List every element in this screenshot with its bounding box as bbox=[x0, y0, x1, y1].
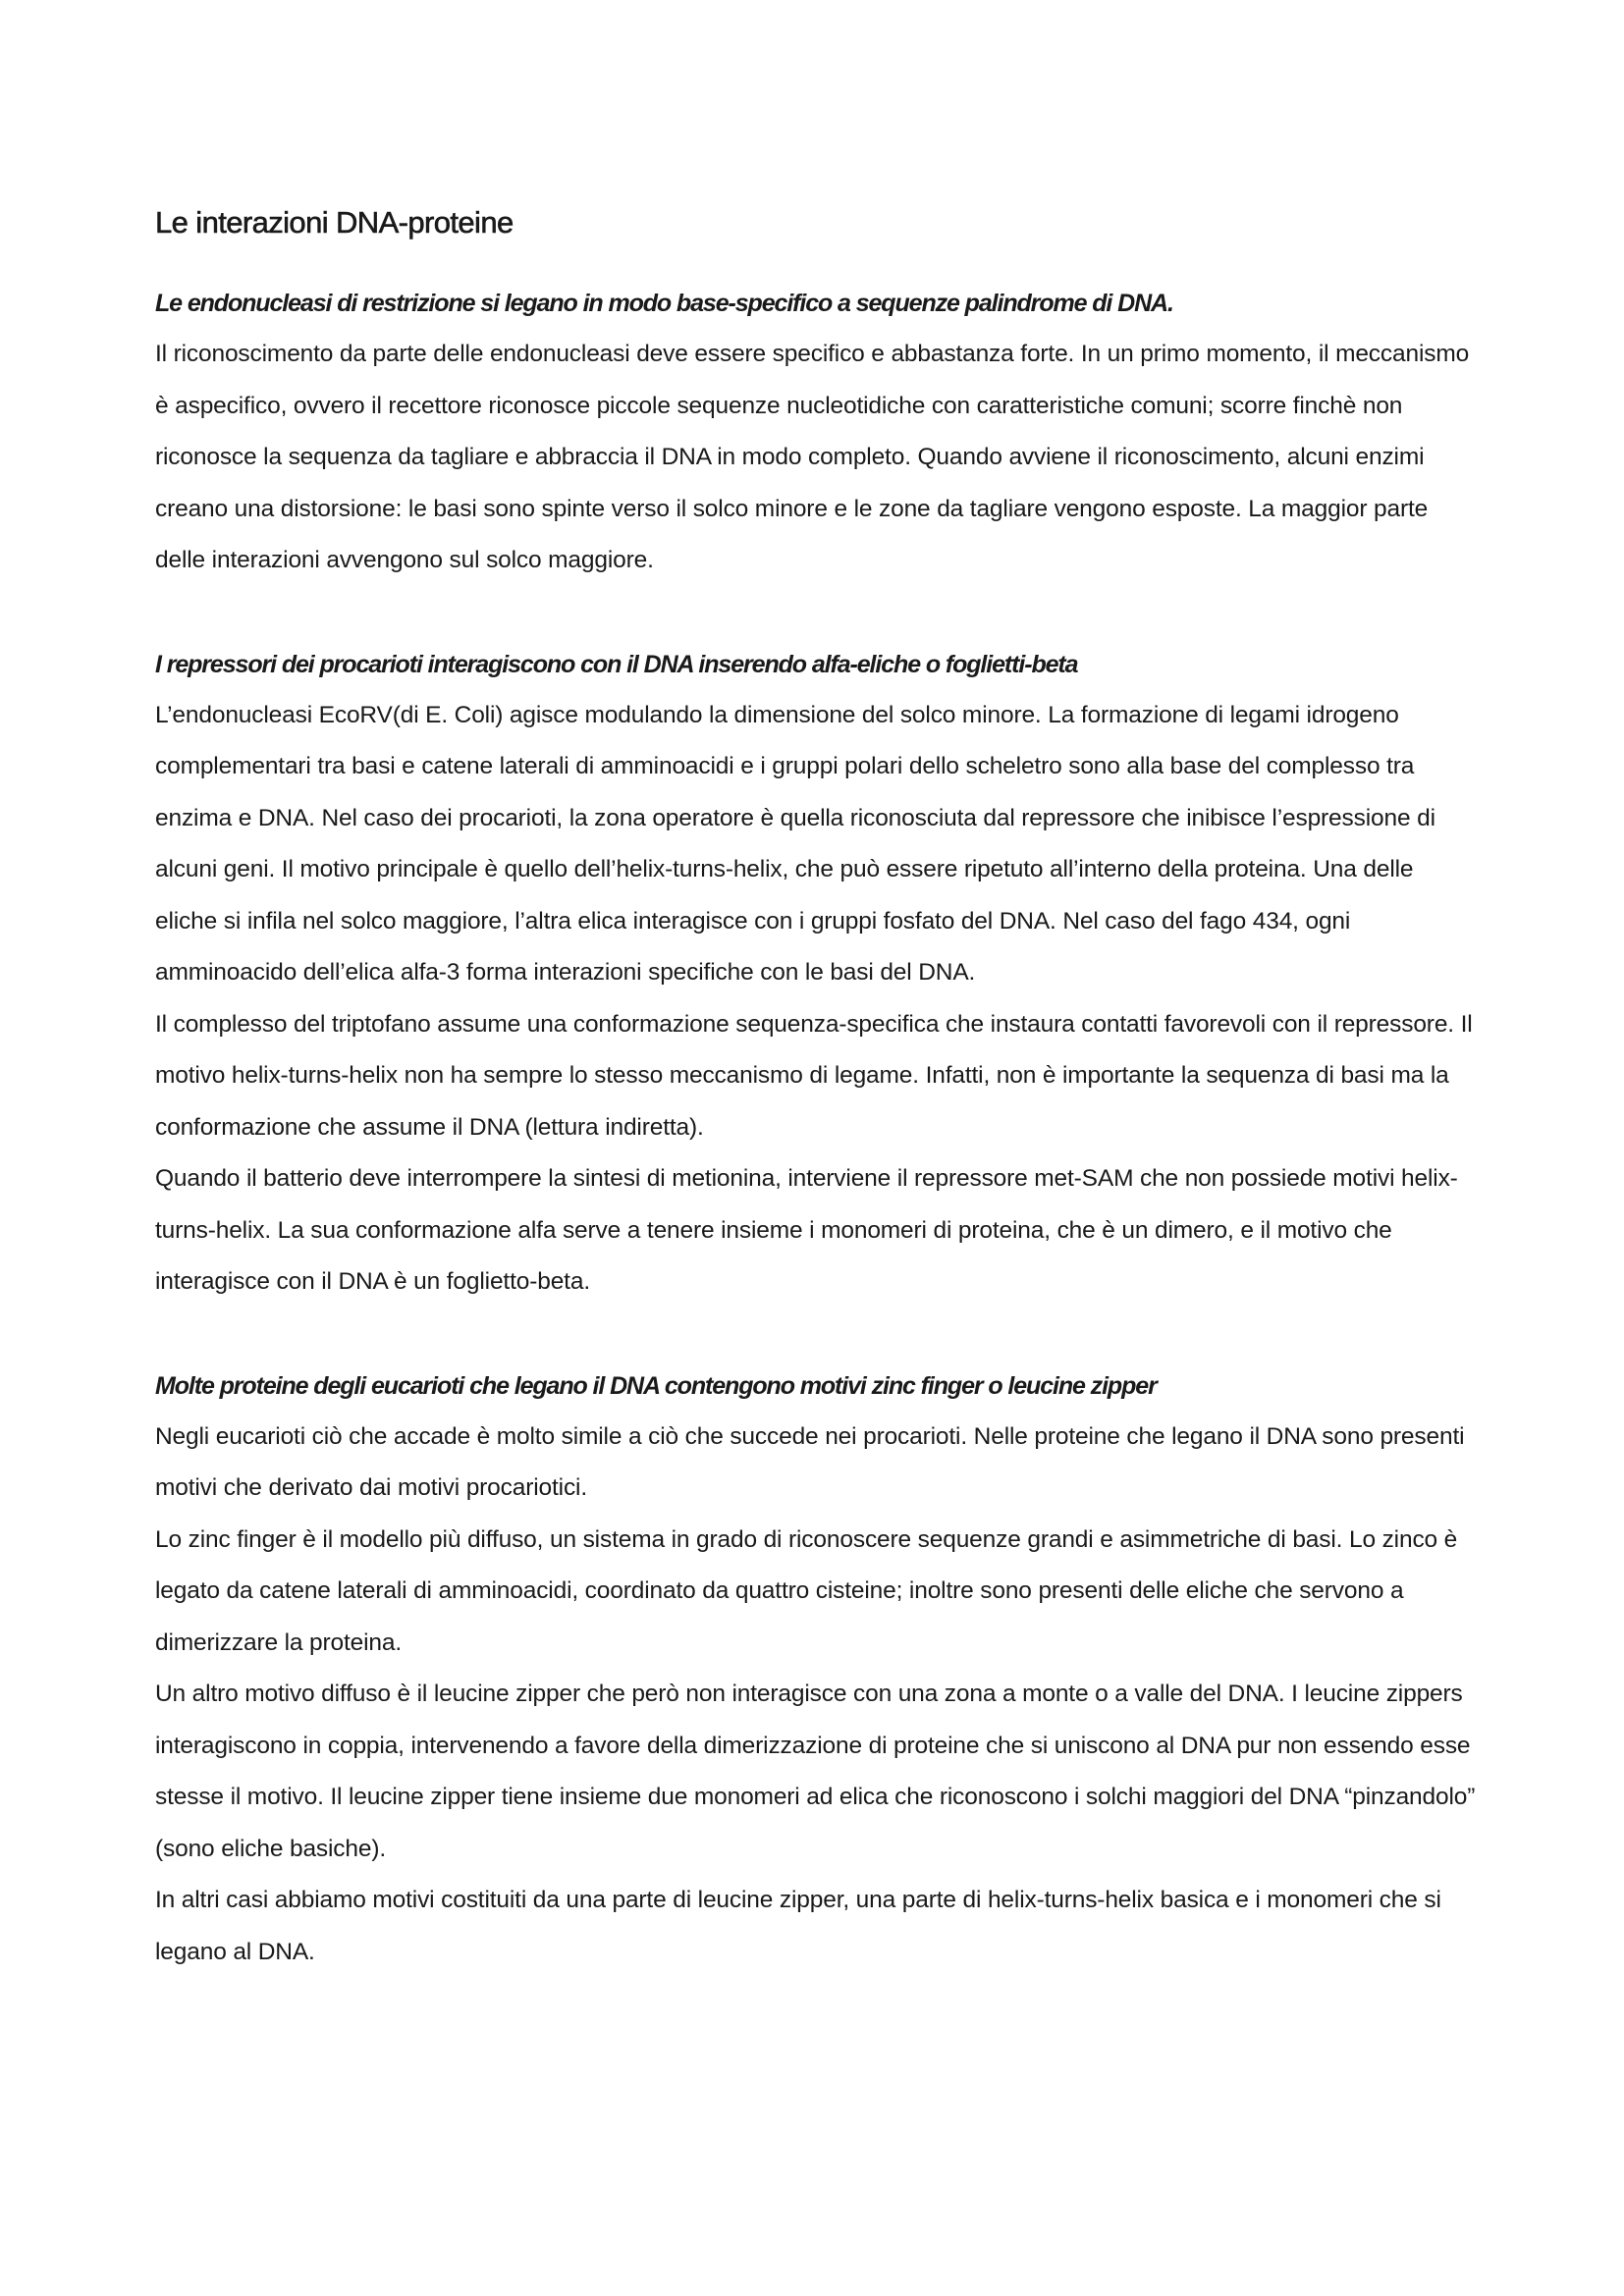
paragraph: In altri casi abbiamo motivi costituiti da una parte di leucine zipper, una parte di helix-turns-helix basica e i monomeri che si legano al DNA. bbox=[155, 1887, 1441, 1965]
paragraph: L’endonucleasi EcoRV(di E. Coli) agisce modulando la dimensione del solco minore. La formazione di legami idrogeno complementari tra basi e catene laterali di amminoacidi e i gruppi polari dello scheletro sono alla base del complesso tra enzima e DNA. Nel caso dei procarioti, la zona operatore è quella riconosciuta dal repressore che inibisce l’espressione di alcuni geni. Il motivo principale è quello dell’helix-turns-helix, che può essere ripetuto all’interno della proteina. Una delle eliche si infila nel solco maggiore, l’altra elica interagisce con i gruppi fosfato del DNA. Nel caso del fago 434, ogni amminoacido dell’elica alfa-3 forma interazioni specifiche con le basi del DNA. bbox=[155, 701, 1435, 986]
paragraph: Lo zinc finger è il modello più diffuso, un sistema in grado di riconoscere sequenze grandi e asimmetriche di basi. Lo zinco è legato da catene laterali di amminoacidi, coordinato da quattro cisteine; inoltre sono presenti delle eliche che servono a dimerizzare la proteina. bbox=[155, 1525, 1458, 1656]
section-heading: I repressori dei procarioti interagiscono con il DNA inserendo alfa-eliche o foglietti-beta bbox=[155, 650, 1078, 678]
paragraph: Negli eucarioti ciò che accade è molto simile a ciò che succede nei procarioti. Nelle proteine che legano il DNA sono presenti motivi che derivato dai motivi procariotici. bbox=[155, 1422, 1465, 1501]
document-title: Le interazioni DNA-proteine bbox=[155, 205, 514, 240]
paragraph: Il riconoscimento da parte delle endonucleasi deve essere specifico e abbastanza forte. In un primo momento, il meccanismo è aspecifico, ovvero il recettore riconosce piccole sequenze nucleotidiche con caratteristiche comuni; scorre finchè non riconosce la sequenza da tagliare e abbraccia il DNA in modo completo. Quando avviene il riconoscimento, alcuni enzimi creano una distorsione: le basi sono spinte verso il solco minore e le zone da tagliare vengono esposte. La maggior parte delle interazioni avvengono sul solco maggiore. bbox=[155, 341, 1470, 573]
paragraph: Un altro motivo diffuso è il leucine zipper che però non interagisce con una zona a monte o a valle del DNA. I leucine zippers interagiscono in coppia, intervenendo a favore della dimerizzazione di proteine che si uniscono al DNA pur non essendo esse stesse il motivo. Il leucine zipper tiene insieme due monomeri ad elica che riconoscono i solchi maggiori del DNA “pinzandolo” (sono eliche basiche). bbox=[155, 1681, 1476, 1862]
document-page bbox=[155, 201, 1481, 1978]
section-proteine-eucarioti bbox=[155, 1361, 1481, 1979]
paragraph: Quando il batterio deve interrompere la sintesi di metionina, interviene il repressore met-SAM che non possiede motivi helix-turns-helix. La sua conformazione alfa serve a tenere insieme i monomeri di proteina, che è un dimero, e il motivo che interagisce con il DNA è un foglietto-beta. bbox=[155, 1165, 1458, 1295]
paragraph: Il complesso del triptofano assume una conformazione sequenza-specifica che instaura contatti favorevoli con il repressore. Il motivo helix-turns-helix non ha sempre lo stesso meccanismo di legame. Infatti, non è importante la sequenza di basi ma la conformazione che assume il DNA (lettura indiretta). bbox=[155, 1010, 1473, 1141]
section-endonucleasi bbox=[155, 278, 1481, 587]
section-repressori-procarioti bbox=[155, 639, 1481, 1308]
section-heading: Le endonucleasi di restrizione si legano in modo base-specifico a sequenze palindrome di DNA. bbox=[155, 290, 1173, 317]
section-heading: Molte proteine degli eucarioti che legano il DNA contengono motivi zinc finger o leucine zipper bbox=[155, 1371, 1157, 1400]
